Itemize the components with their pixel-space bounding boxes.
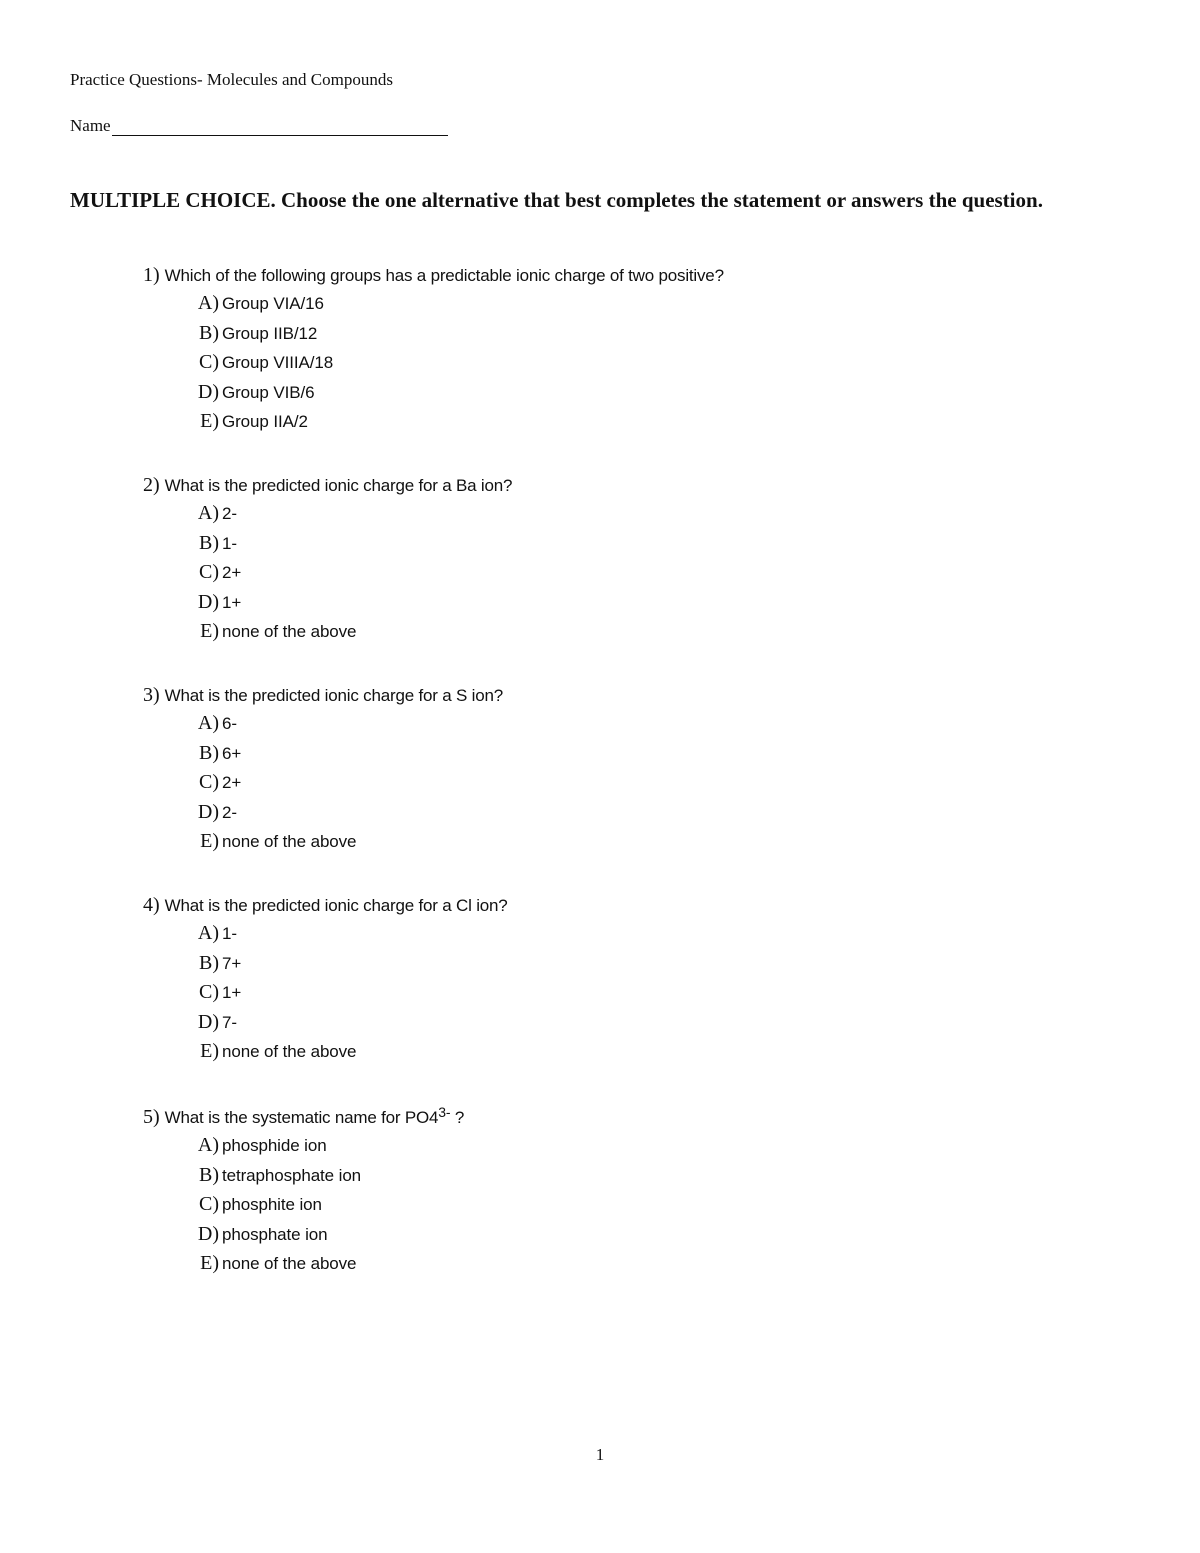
choice-e [143,1252,1043,1282]
choice-a [143,292,1043,322]
choice-letter: B) [199,741,219,764]
name-blank-line [112,119,448,136]
name-label: Name [70,116,111,135]
choice-text: 1+ [222,983,242,1002]
question-number: 4) [143,894,160,916]
choice-letter: C) [199,1193,219,1215]
choice-letter: B) [199,531,219,554]
instructions: MULTIPLE CHOICE. Choose the one alternative that best completes the statement or answers the question. [70,188,1043,212]
choice-text: 2- [222,504,237,523]
choice-b [143,532,1043,562]
question-number: 2) [143,474,160,496]
choice-letter: E) [200,620,219,642]
choice-a [143,1134,1043,1164]
choice-text: 6+ [222,743,242,763]
choice-c [143,561,1043,591]
question-2 [143,474,1043,650]
question-stem [143,894,1043,922]
choice-text: 7- [222,1012,237,1032]
choice-text: none of the above [222,622,357,641]
page-number: 1 [595,1445,605,1464]
choice-letter: D) [197,590,219,613]
choice-letter: C) [199,771,219,793]
choice-text: 7+ [222,953,242,973]
choice-letter: A) [197,922,219,944]
choice-text: Group IIA/2 [222,412,308,431]
question-text-before: What is the systematic name for PO [164,1108,430,1127]
choice-b [143,742,1043,772]
choice-d [143,1223,1043,1253]
choice-d [143,591,1043,621]
question-stem [143,1106,1043,1134]
choice-text: Group VIA/16 [222,294,324,313]
question-stem [143,264,1043,292]
choice-a [143,502,1043,532]
choice-c [143,351,1043,381]
question-number: 3) [143,684,160,706]
question-text: Which of the following groups has a predictable ionic charge of two positive? [164,266,724,285]
choice-c [143,1193,1043,1223]
question-text: What is the predicted ionic charge for a Ba ion? [164,476,513,495]
question-stem [143,474,1043,502]
choice-text: none of the above [222,1042,357,1061]
choice-letter: D) [197,380,219,403]
choice-text: Group VIIIA/18 [222,353,334,372]
choice-letter: E) [200,830,219,852]
choice-d [143,801,1043,831]
choice-e [143,620,1043,650]
choice-letter: C) [199,561,219,583]
question-stem [143,684,1043,712]
question-text: What is the predicted ionic charge for a S ion? [164,686,504,705]
choice-letter: B) [199,951,219,974]
choice-b [143,952,1043,982]
question-4 [143,894,1043,1070]
choice-letter: C) [199,981,219,1003]
choice-letter: D) [197,1222,219,1245]
choice-letter: A) [197,292,219,314]
choice-text: 2- [222,802,237,822]
choice-letter: A) [197,1134,219,1156]
choice-text: Group VIB/6 [222,382,315,402]
choice-letter: E) [200,410,219,432]
question-5 [143,1106,1043,1282]
choice-text: none of the above [222,1254,357,1273]
question-1 [143,264,1043,440]
question-number: 1) [143,264,160,286]
question-text [164,1104,465,1128]
choice-text: phosphite ion [222,1195,322,1214]
choice-a [143,922,1043,952]
choice-letter: A) [197,502,219,524]
question-text: What is the predicted ionic charge for a Cl ion? [164,896,508,915]
choice-text: 1- [222,924,237,943]
choice-d [143,381,1043,411]
question-3 [143,684,1043,860]
document-title: Practice Questions- Molecules and Compounds [70,70,393,89]
choice-letter: D) [197,1010,219,1033]
question-text-after: ? [450,1108,465,1127]
formula-subscript: 4 [429,1108,439,1127]
choice-text: Group IIB/12 [222,323,318,343]
choice-text: 2+ [222,563,242,582]
choice-letter: C) [199,351,219,373]
choice-letter: B) [199,1163,219,1186]
choice-text: 1+ [222,592,242,612]
name-field [70,116,448,136]
question-number: 5) [143,1106,160,1128]
choice-b [143,322,1043,352]
choice-letter: A) [197,712,219,734]
choice-b [143,1164,1043,1194]
choice-text: 1- [222,533,237,553]
choice-text: phosphide ion [222,1136,327,1155]
formula-superscript: 3- [438,1104,451,1120]
choice-a [143,712,1043,742]
choice-text: 6- [222,714,237,733]
choice-text: none of the above [222,832,357,851]
choice-e [143,410,1043,440]
choice-text: phosphate ion [222,1224,328,1244]
choice-letter: E) [200,1252,219,1274]
choice-letter: E) [200,1040,219,1062]
choice-e [143,830,1043,860]
choice-c [143,771,1043,801]
choice-text: 2+ [222,773,242,792]
choice-c [143,981,1043,1011]
choice-letter: D) [197,800,219,823]
choice-letter: B) [199,321,219,344]
choice-text: tetraphosphate ion [222,1165,362,1185]
choice-d [143,1011,1043,1041]
choice-e [143,1040,1043,1070]
